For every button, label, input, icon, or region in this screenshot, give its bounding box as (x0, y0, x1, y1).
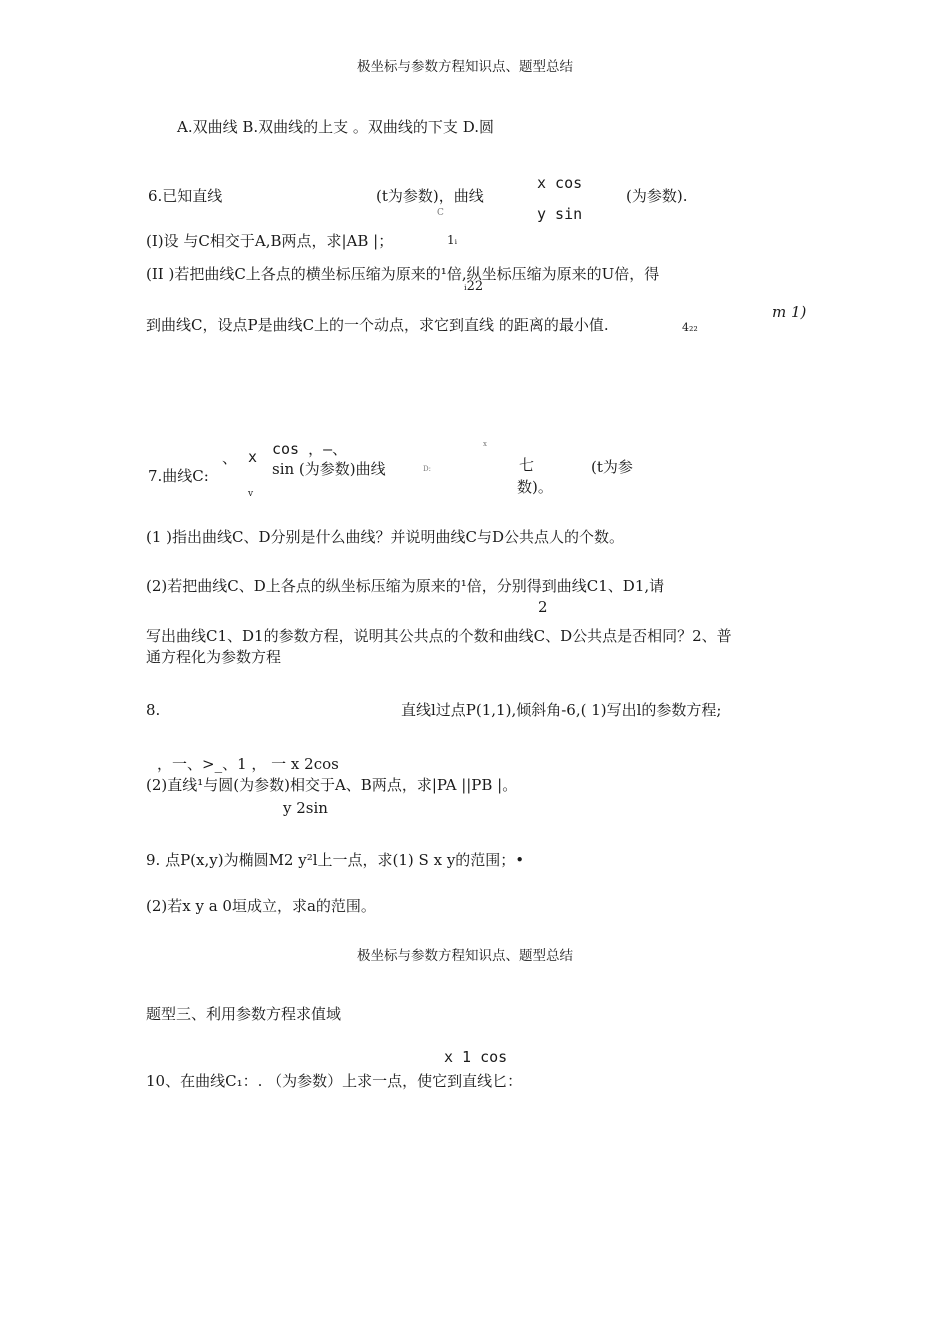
q7-mark-left: 、 (222, 449, 238, 467)
q7-part1: (1 )指出曲线C、D分别是什么曲线？并说明曲线C与D公共点人的个数。 (146, 528, 625, 546)
q7-t-param-end: 数)。 (517, 478, 553, 496)
q6-right-artifact: m 1) (772, 303, 807, 321)
page-header-repeat: 极坐标与参数方程知识点、题型总结 (357, 948, 573, 964)
q9-part1: 9. 点P(x,y)为椭圆M2 y²l上一点，求(1) S x y的范围；• (146, 851, 525, 869)
q6-part2: (II )若把曲线C上各点的横坐标压缩为原来的¹倍,纵坐标压缩为原来的U倍，得 (146, 265, 660, 283)
q10-statement: 10、在曲线C₁：. （为参数）上求一点，使它到直线匕： (146, 1072, 523, 1090)
q6-part2-frac: ᵢ22 (464, 279, 484, 294)
q8-number: 8. (146, 701, 161, 719)
q6-tail: (为参数). (626, 187, 688, 205)
q8-eq-y: y 2sin (283, 799, 328, 817)
q7-x-symbol: x (248, 448, 258, 466)
page-header: 极坐标与参数方程知识点、题型总结 (357, 59, 573, 75)
q8-part2: (2)直线¹与圆(为参数)相交于A、B两点，求|PA ||PB |。 (146, 776, 518, 794)
q7-t-param: (t为参 (591, 458, 633, 476)
q9-part2: (2)若x y a 0垣成立，求a的范围。 (146, 897, 376, 915)
q10-eq-x: x 1 cos (444, 1048, 508, 1066)
q7-sin-line: sin (为参数)曲线 (272, 460, 386, 478)
q6-part1-artifact: 1ᵢ (447, 233, 458, 247)
q8-statement: 直线l过点P(1,1),倾斜角-6,( 1)写出l的参数方程; (401, 701, 722, 719)
section3-title: 题型三、利用参数方程求值域 (146, 1005, 342, 1023)
q6-part1: (I)设 与C相交于A,B两点，求|AB |； (146, 232, 394, 250)
q6-part3-sub: 4₂₂ (682, 321, 698, 334)
q6-part3: 到曲线C，设点P是曲线C上的一个动点，求它到直线 的距离的最小值. (146, 316, 609, 334)
q6-mid: (t为参数)，曲线 (376, 187, 484, 205)
q7-v-mark: v (248, 489, 254, 499)
q7-x-small: x (483, 440, 487, 448)
q7-part2: (2)若把曲线C、D上各点的纵坐标压缩为原来的¹倍，分别得到曲线C1、D1,请 (146, 577, 665, 595)
q6-lead: 6.已知直线 (148, 187, 223, 205)
q6-eq-y: y sin (537, 205, 583, 223)
q6-artifact-c: C (437, 208, 444, 218)
q7-sub-d: D: (423, 465, 431, 473)
q7-lead: 7.曲线C: (148, 467, 209, 485)
q7-cos-line: cos ，—、 (272, 440, 348, 458)
q7-part2-denominator: 2 (538, 598, 548, 616)
q8-artifact-line: ，一、>_、1 ， 一 x 2cos (157, 755, 339, 773)
q6-eq-x: x cos (537, 174, 583, 192)
q7-part3: 写出曲线C1、D1的参数方程，说明其公共点的个数和曲线C、D公共点是否相同？2、普 (146, 627, 732, 645)
q5-options: A.双曲线 B.双曲线的上支 。双曲线的下支 D.圆 (177, 118, 494, 136)
q7-seven: 七 (519, 456, 535, 474)
q7-part3b: 通方程化为参数方程 (146, 648, 282, 666)
